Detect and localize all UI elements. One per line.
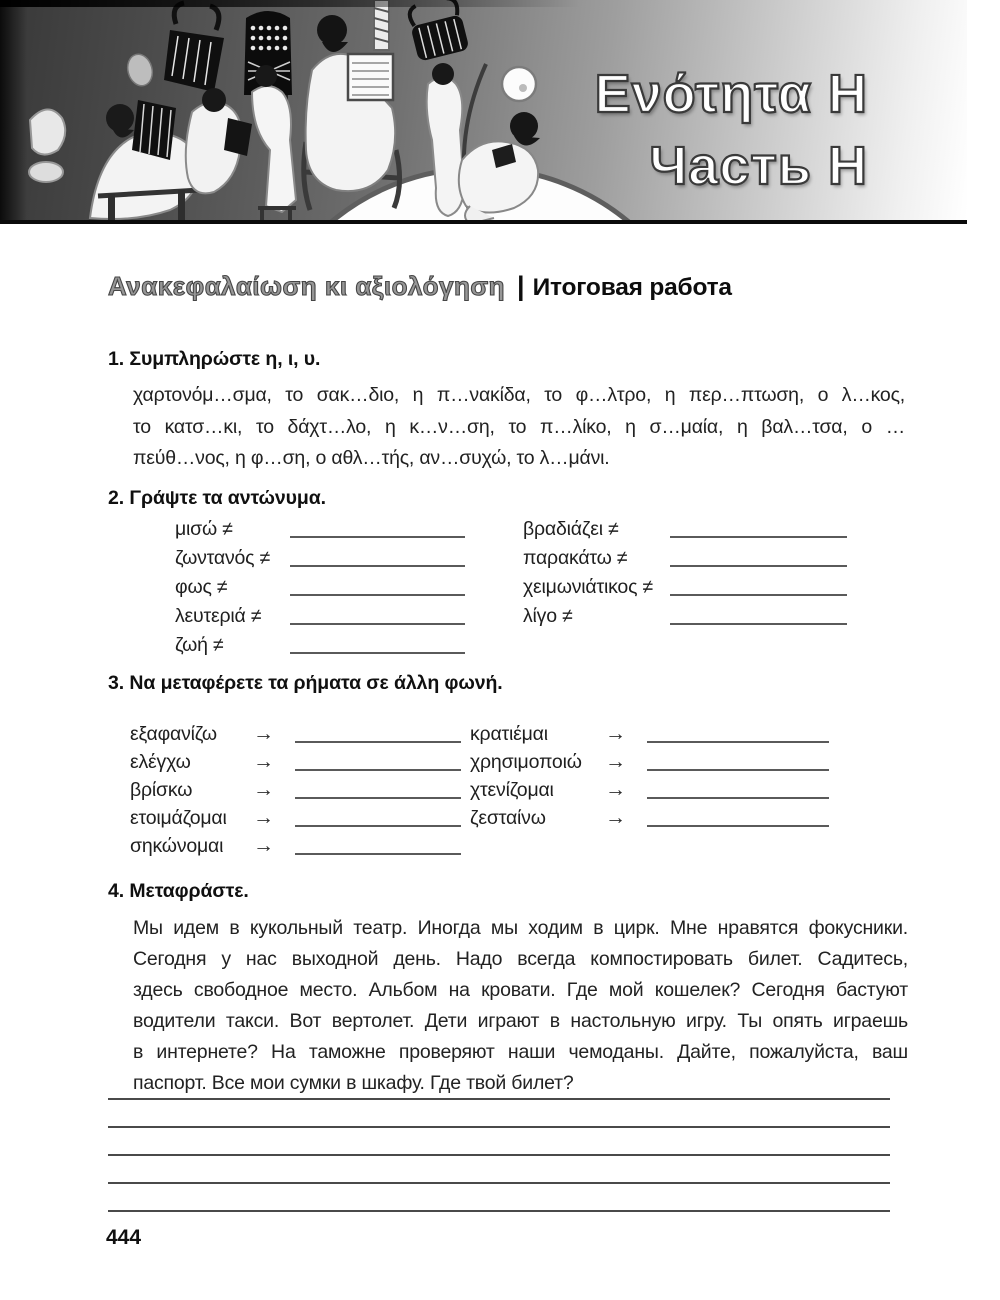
answer-blank: [290, 623, 465, 625]
antonym-word: παρακάτω: [523, 547, 612, 569]
exercise-2-title: Γράψτε τα αντώνυμα.: [129, 487, 326, 509]
arrow-icon: →: [605, 778, 626, 801]
antonym-row: [175, 599, 465, 628]
antonym-row: [523, 541, 847, 570]
page-number: 444: [106, 1226, 142, 1249]
verb-row: [470, 718, 829, 746]
verb-row: [130, 774, 461, 802]
unit-title: [595, 58, 868, 202]
answer-line: [108, 1100, 890, 1128]
exercise-4-answer-area: [108, 1072, 890, 1212]
exercise-1: [108, 348, 908, 475]
translation-line: здесь свободное место. Альбом на кровати. Где мой кошелек? Сегодня бастуют: [133, 979, 908, 1001]
exercise-1-title: Συμπληρώστε η, ι, υ.: [129, 348, 321, 370]
translation-line: Сегодня у нас выходной день. Надо всегда компостировать билет. Садитесь,: [133, 948, 908, 970]
verb-row: [130, 830, 461, 858]
exercise-3-left-column: [130, 718, 461, 858]
exercise-1-number: 1.: [108, 348, 125, 370]
antonym-word: ζωή: [175, 634, 208, 656]
exercise-3-heading: [108, 672, 503, 695]
verb-word: σηκώνομαι: [130, 835, 224, 857]
answer-blank: [647, 797, 829, 799]
answer-blank: [647, 825, 829, 827]
not-equal-symbol: ≠: [222, 518, 233, 540]
arrow-icon: →: [253, 806, 274, 829]
answer-line: [108, 1072, 890, 1100]
verb-word: βρίσκω: [130, 779, 193, 801]
answer-blank: [647, 769, 829, 771]
answer-blank: [670, 594, 847, 596]
exercise-1-text: [133, 380, 905, 475]
answer-blank: [295, 769, 461, 771]
antonym-word: ζωντανός: [175, 547, 255, 569]
exercise-3-number: 3.: [108, 672, 125, 694]
exercise-2-left-column: [175, 512, 465, 657]
exercise-4-title: Μεταφράστε.: [129, 880, 249, 902]
exercise-2-number: 2.: [108, 487, 125, 509]
verb-word: ετοιμάζομαι: [130, 807, 227, 829]
exercise-1-heading: [108, 348, 908, 371]
not-equal-symbol: ≠: [562, 605, 573, 627]
section-title: [108, 271, 732, 302]
verb-row: [130, 802, 461, 830]
exercise-4-heading: [108, 880, 249, 903]
antonym-row: [175, 570, 465, 599]
unit-banner: [0, 0, 967, 224]
verb-row: [470, 774, 829, 802]
exercise-1-line: χαρτονόμ…σμα, το σακ…διο, η π…νακίδα, το φ…λτρο, η περ…πτωση, ο λ…κος,: [133, 384, 905, 406]
verb-word: κρατιέμαι: [470, 723, 548, 745]
antonym-word: λίγο: [523, 605, 557, 627]
exercise-4-number: 4.: [108, 880, 125, 902]
arrow-icon: →: [605, 806, 626, 829]
antonym-row: [523, 512, 847, 541]
arrow-icon: →: [605, 722, 626, 745]
antonym-word: μισώ: [175, 518, 218, 540]
answer-line: [108, 1156, 890, 1184]
answer-blank: [290, 565, 465, 567]
arrow-icon: →: [605, 750, 626, 773]
antonym-word: λευτεριά: [175, 605, 246, 627]
verb-word: χρησιμοποιώ: [470, 751, 582, 773]
antonym-word: χειμωνιάτικος: [523, 576, 638, 598]
arrow-icon: →: [253, 778, 274, 801]
not-equal-symbol: ≠: [212, 634, 224, 656]
exercise-3-title: Να μεταφέρετε τα ρήματα σε άλλη φωνή.: [129, 672, 503, 694]
verb-row: [470, 802, 829, 830]
section-title-greek: Ανακεφαλαίωση κι αξιολόγηση: [108, 271, 506, 301]
antonym-row: [523, 599, 847, 628]
not-equal-symbol: ≠: [216, 576, 228, 598]
answer-blank: [670, 536, 847, 538]
answer-blank: [647, 741, 829, 743]
unit-title-russian: Часть Η: [649, 136, 868, 196]
exercise-2-heading: [108, 487, 326, 510]
not-equal-symbol: ≠: [642, 576, 654, 598]
not-equal-symbol: ≠: [608, 518, 619, 540]
banner-top-rule: [0, 0, 580, 7]
answer-line: [108, 1128, 890, 1156]
arrow-icon: →: [253, 750, 274, 773]
verb-word: ελέγχω: [130, 751, 191, 773]
antonym-row: [175, 541, 465, 570]
antonym-row: [175, 628, 465, 657]
answer-blank: [290, 536, 465, 538]
not-equal-symbol: ≠: [616, 547, 628, 569]
section-title-separator: |: [517, 271, 525, 301]
exercise-3-right-column: [470, 718, 829, 830]
verb-word: χτενίζομαι: [470, 779, 554, 801]
verb-row: [470, 746, 829, 774]
section-title-russian: Итоговая работа: [532, 274, 732, 301]
antonym-word: φως: [175, 576, 212, 598]
answer-blank: [670, 565, 847, 567]
answer-blank: [290, 594, 465, 596]
verb-word: εξαφανίζω: [130, 723, 217, 745]
answer-blank: [295, 825, 461, 827]
translation-line: в интернете? На таможне проверяют наши чемоданы. Дайте, пожалуйста, ваш: [133, 1041, 908, 1063]
verb-word: ζεσταίνω: [470, 807, 546, 829]
banner-left-edge: [0, 0, 27, 220]
not-equal-symbol: ≠: [250, 605, 262, 627]
not-equal-symbol: ≠: [259, 547, 271, 569]
translation-line: Мы идем в кукольный театр. Иногда мы ходим в цирк. Мне нравятся фокусники.: [133, 917, 908, 939]
antonym-row: [523, 570, 847, 599]
answer-line: [108, 1184, 890, 1212]
antonym-row: [175, 512, 465, 541]
translation-line: паспорт. Все мои сумки в шкафу. Где твой билет?: [133, 1072, 574, 1094]
exercise-1-line: το κατσ…κι, το δάχτ…λο, η κ…ν…ση, το π…λίκο, η σ…μαία, η βαλ…τσα, ο …: [133, 415, 905, 438]
exercise-2-right-column: [523, 512, 847, 628]
answer-blank: [295, 853, 461, 855]
exercise-1-line: πεύθ…νος, η φ…ση, ο αθλ…τής, αν…συχώ, το λ…μάνι.: [133, 447, 610, 469]
arrow-icon: →: [253, 722, 274, 745]
verb-row: [130, 718, 461, 746]
antonym-word: βραδιάζει: [523, 518, 603, 540]
answer-blank: [670, 623, 847, 625]
verb-row: [130, 746, 461, 774]
answer-blank: [290, 652, 465, 654]
answer-blank: [295, 741, 461, 743]
unit-title-greek: Ενότητα Η: [594, 64, 868, 124]
answer-blank: [295, 797, 461, 799]
translation-line: водители такси. Вот вертолет. Дети играют в настольную игру. Ты опять играешь: [133, 1010, 908, 1032]
arrow-icon: →: [253, 834, 274, 857]
